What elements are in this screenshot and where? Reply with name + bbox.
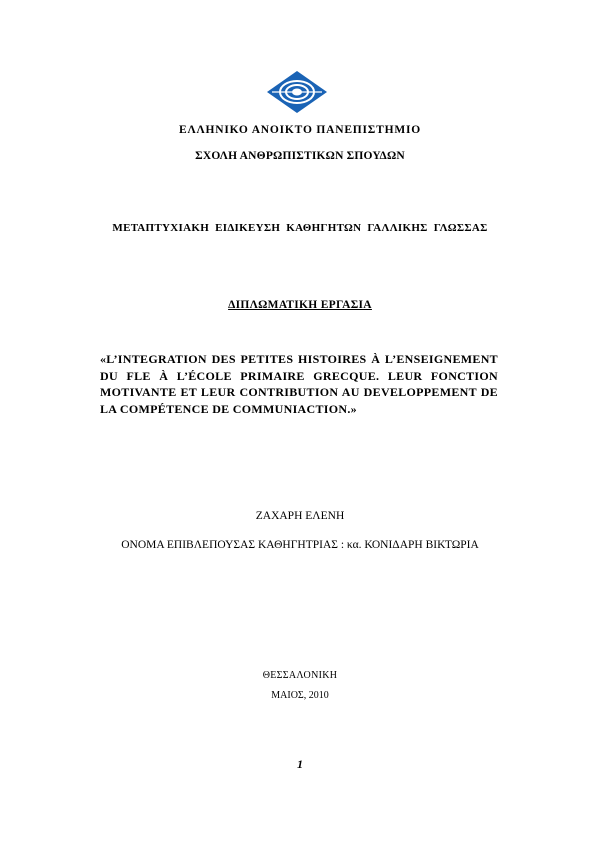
- school-name: ΣΧΟΛΗ ΑΝΘΡΩΠΙΣΤΙΚΩΝ ΣΠΟΥΔΩΝ: [195, 150, 405, 162]
- thesis-title-line: MOTIVANTE ET LEUR CONTRIBUTION AU DEVELOPPEMENT DE: [100, 385, 498, 399]
- thesis-title-line: LA COMPÉTENCE DE COMMUNIACTION.»: [100, 401, 357, 416]
- city: ΘΕΣΣΑΛΟΝΙΚΗ: [262, 670, 338, 681]
- program-name: ΜΕΤΑΠΤΥΧΙΑΚΗ ΕΙΔΙΚΕΥΣΗ ΚΑΘΗΓΗΤΩΝ ΓΑΛΛΙΚΗΣ ΓΛΩΣΣΑΣ: [112, 222, 488, 234]
- supervisor-line: ΟΝΟΜΑ ΕΠΙΒΛΕΠΟΥΣΑΣ ΚΑΘΗΓΗΤΡΙΑΣ : κα. ΚΟΝΙΔΑΡΗ ΒΙΚΤΩΡΙΑ: [121, 539, 479, 551]
- university-logo-icon: [266, 70, 328, 114]
- author-name: ΖΑΧΑΡΗ ΕΛΕΝΗ: [255, 510, 345, 522]
- page-number: 1: [297, 757, 303, 771]
- thesis-title-line: DU FLE À L’ÉCOLE PRIMAIRE GRECQUE. LEUR FONCTION: [100, 368, 498, 383]
- university-name: ΕΛΛΗΝΙΚΟ ΑΝΟΙΚΤΟ ΠΑΝΕΠΙΣΤΗΜΙΟ: [178, 124, 422, 136]
- thesis-title-line: «L’INTEGRATION DES PETITES HISTOIRES À L’ENSEIGNEMENT: [100, 352, 498, 366]
- thesis-title: [100, 351, 498, 417]
- thesis-label: ΔΙΠΛΩΜΑΤΙΚΗ ΕΡΓΑΣΙΑ: [228, 299, 372, 311]
- date: ΜΑΙΟΣ, 2010: [271, 690, 329, 701]
